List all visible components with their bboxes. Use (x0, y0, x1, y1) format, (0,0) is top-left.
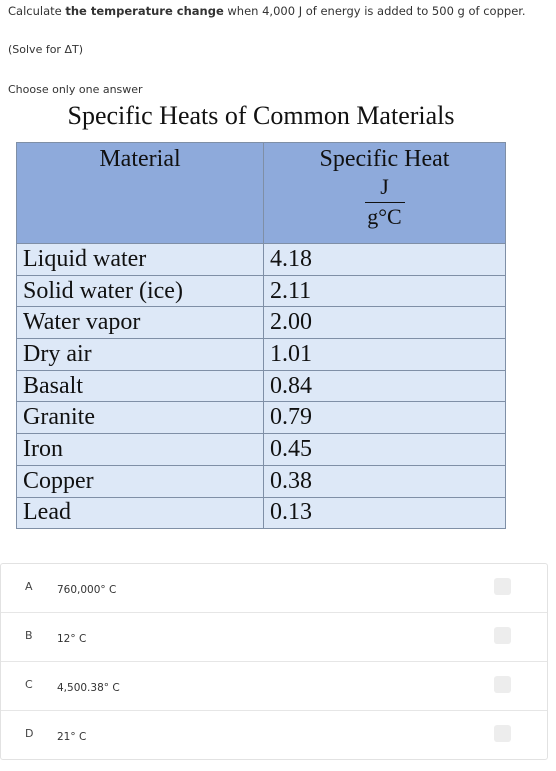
option-text: 12° C (57, 633, 87, 645)
option-text: 21° C (57, 731, 87, 743)
material-cell: Water vapor (17, 307, 264, 339)
option-checkbox[interactable] (494, 578, 511, 595)
value-cell: 2.11 (264, 275, 506, 307)
unit-denominator: g°C (367, 204, 402, 229)
option-d[interactable] (1, 711, 547, 759)
material-cell: Solid water (ice) (17, 275, 264, 307)
table-row (17, 497, 506, 529)
material-cell: Basalt (17, 370, 264, 402)
solve-hint: (Solve for ΔT) (8, 43, 83, 56)
table-row (17, 339, 506, 371)
option-letter: C (25, 678, 33, 691)
value-cell: 1.01 (264, 339, 506, 371)
option-checkbox[interactable] (494, 627, 511, 644)
value-cell: 4.18 (264, 244, 506, 276)
specific-heat-table (16, 142, 506, 529)
option-b[interactable] (1, 613, 547, 662)
question-suffix: when 4,000 J of energy is added to 500 g of copper. (223, 4, 526, 18)
option-letter: B (25, 629, 33, 642)
header-specific-heat-label: Specific Heat (319, 146, 450, 172)
table-row (17, 275, 506, 307)
table-row (17, 402, 506, 434)
table-title: Specific Heats of Common Materials (67, 101, 455, 130)
option-c[interactable] (1, 662, 547, 711)
option-text: 4,500.38° C (57, 682, 120, 694)
answer-instruction: Choose only one answer (8, 83, 143, 96)
option-checkbox[interactable] (494, 676, 511, 693)
value-cell: 0.13 (264, 497, 506, 529)
table-row (17, 465, 506, 497)
material-cell: Granite (17, 402, 264, 434)
option-letter: D (25, 727, 34, 740)
option-text: 760,000° C (57, 584, 117, 596)
table-header-row (17, 143, 506, 244)
option-checkbox[interactable] (494, 725, 511, 742)
value-cell: 0.38 (264, 465, 506, 497)
answer-options (0, 563, 548, 760)
option-letter: A (25, 580, 33, 593)
value-cell: 0.79 (264, 402, 506, 434)
table-row (17, 244, 506, 276)
header-material: Material (17, 143, 264, 244)
question-prefix: Calculate (8, 4, 66, 18)
question-emphasis: the temperature change (65, 4, 224, 18)
material-cell: Lead (17, 497, 264, 529)
fraction-bar (365, 202, 405, 203)
question-text (8, 4, 526, 18)
table-row (17, 370, 506, 402)
material-cell: Iron (17, 434, 264, 466)
option-a[interactable] (1, 564, 547, 613)
unit-numerator: J (380, 174, 389, 199)
value-cell: 2.00 (264, 307, 506, 339)
table-row (17, 307, 506, 339)
unit-fraction (265, 175, 504, 229)
material-cell: Copper (17, 465, 264, 497)
header-specific-heat (264, 143, 506, 244)
value-cell: 0.84 (264, 370, 506, 402)
material-cell: Liquid water (17, 244, 264, 276)
material-cell: Dry air (17, 339, 264, 371)
table-row (17, 434, 506, 466)
value-cell: 0.45 (264, 434, 506, 466)
